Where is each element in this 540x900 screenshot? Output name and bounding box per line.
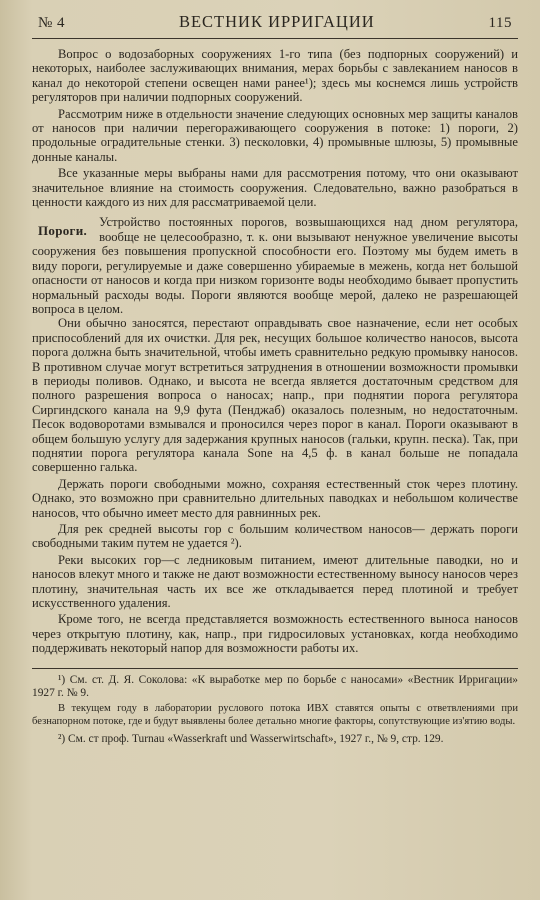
journal-title: ВЕСТНИК ИРРИГАЦИИ (178, 12, 375, 31)
issue-number: № 4 (38, 15, 66, 31)
paragraph: Реки высоких гор—с ледниковым питанием, имеют длительные паводки, но и наносов влекут много и также не дают возможности естественному выносу наносов через плотину, значительная часть их все же откладывается перед плотиной и требует искусственного удаления. (32, 552, 518, 611)
footnote: ²) См. ст проф. Turnau «Wasserkraft und Wasserwirtschaft», 1927 г., № 9, стр. 129. (58, 733, 444, 746)
paragraph: Вопрос о водозаборных сооружениях 1-го типа (без подпорных сооружений) и некоторых, наиболее заслуживающих внимания, мерах борьбы с завлеканием наносов в канал до некоторой степени освещен нами ранее¹); здесь мы коснемся лишь устройств регуляторов при наличии подпорных сооружений. (32, 47, 518, 105)
page-header (32, 8, 518, 39)
paragraph: Все указанные меры выбраны нами для рассмотрения потому, что они оказывают значительное влияние на стоимость сооружения. Следовательно, важно разобраться в ценности каждого из них для рассматриваемой цели. (32, 166, 518, 210)
paragraph: Они обычно заносятся, перестают оправдывать свое назначение, если нет особых приспособлений для их очистки. Для рек, несущих большое количество наносов, высота порога должна быть значительной, чтобы иметь сравнительно редкую промывку наносов. В противном случае могут встретиться затруднения в отношении возможности промывки в периоды поливов. Однако, и высота не всегда является достаточным средством для полного разрешения вопроса о наносах; напр., при поднятии порога регулятора Сиргиндского канала на 9,9 фута (Пенджаб) оказалось полезным, но недостаточным. Песок водоворотами взмывался и проносился через порог в канал. Пороги оказывают в общем большую услугу для задержания крупных наносов (гальки, крупн. песка). Так, при поднятии порога регулятора канала Sone на 4,5 ф. в канал больше не попадала совершенно галька. (32, 316, 518, 475)
page-number: 115 (488, 15, 512, 31)
footnote-note: В текущем году в лаборатории руслового потока ИВХ ставятся опыты с ответвлениями при безнапорном потоке, где и будут выявлены более детально многие факторы, сопутствующие из'ятию воды. (32, 702, 518, 727)
article-body (32, 39, 518, 747)
paragraph: Для рек средней высоты гор с большим количеством наносов— держать пороги свободными таким путем не удается ²). (32, 522, 518, 551)
paragraph: Рассмотрим ниже в отдельности значение следующих основных мер защиты каналов от наносов при наличии перегораживающего сооружения в потоке: 1) пороги, 2) продольные оградительные стенки. 3) песколовки, 4) промывные шлюзы, 5) промывные донные каналы. (32, 106, 518, 164)
section-heading: Пороги. (38, 223, 88, 239)
paragraph: Держать пороги свободными можно, сохраняя естественный сток через плотину. Однако, это возможно при сравнительно длительных паводках и небольшом количестве наносов, что обычно имеет место для равнинных рек. (32, 476, 518, 520)
footnote-divider (32, 668, 518, 669)
footnote: ¹) См. ст. Д. Я. Соколова: «К выработке мер по борьбе с наносами» «Вестник Ирригации» 1927 г. № 9. (32, 673, 518, 700)
section-porogi (32, 211, 518, 316)
paragraph: Устройство постоянных порогов, возвышающихся над дном регулятора, вообще не целесообразно, т. к. они вызывают ненужное увеличение высоты сооружения без повышения пропускной способности его. Поэтому мы будем иметь в виду пороги, регулируемые и даже совершенно убираемые в межень, когда нет большой опасности от наносов и когда при низком горизонте воды необходимо бывает пропустить нормальный расходы воды. Пороги являются вообще мерой, далеко не разрешающей вопроса в целом. (32, 215, 518, 316)
paragraph: Кроме того, не всегда представляется возможность естественного выноса наносов через открытую плотину, как, напр., при гидросиловых установках, когда необходимо поддерживать некоторый напор для возможности работы их. (32, 612, 518, 656)
